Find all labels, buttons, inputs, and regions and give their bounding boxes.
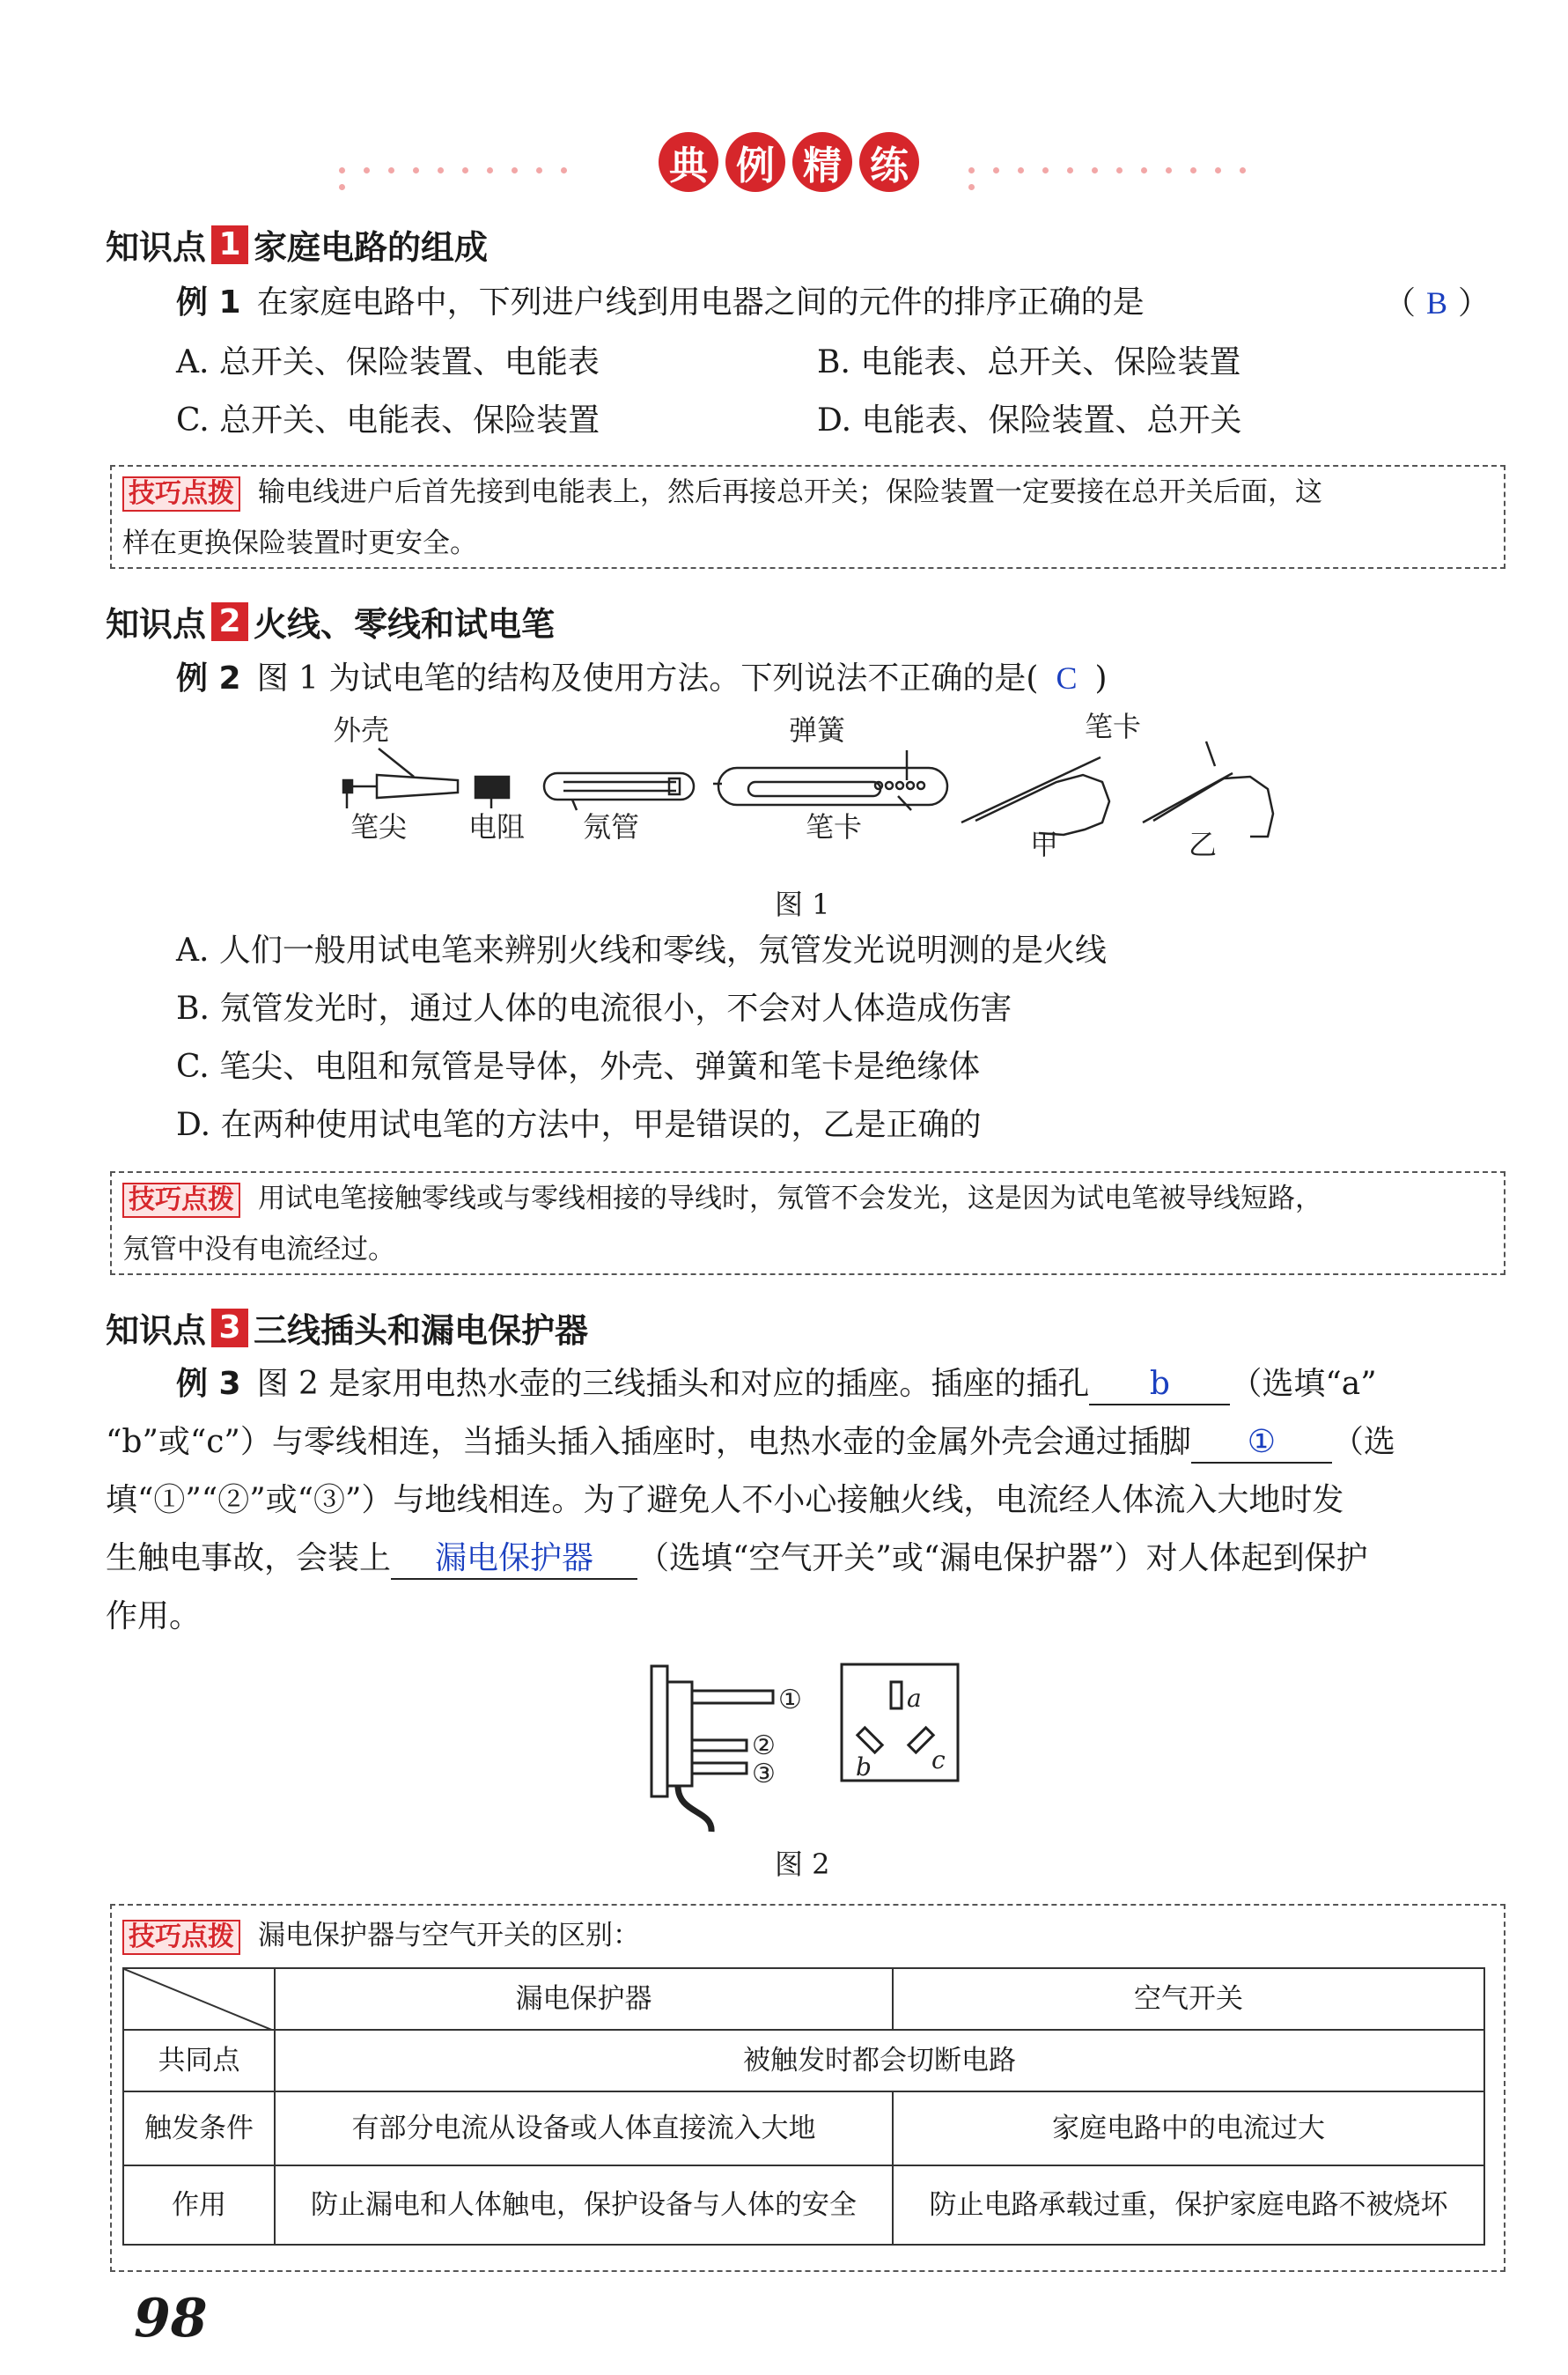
question-text: 在家庭电路中，下列进户线到用电器之间的元件的排序正确的是 [256,284,1145,321]
banner-dots-left [339,160,603,167]
tip-text: 用试电笔接触零线或与零线相接的导线时，氖管不会发光，这是因为试电笔被导线短路， [258,1183,1322,1214]
banner-char: 例 [725,132,785,192]
label-resistor: 电阻 [468,810,526,844]
option-c: C. 总开关、电能表、保险装置 [176,402,600,439]
example-3-line-1 [176,1365,1377,1405]
section-heading-3 [106,1303,588,1352]
tip-text: 输电线进户后首先接到电能表上，然后再接总开关；保险装置一定要接在总开关后面，这 [258,476,1322,508]
section-label: 知识点 [106,1311,207,1350]
example-label: 例 1 [176,284,241,321]
section-number: 3 [211,1309,248,1347]
question-text: （选 [1331,1424,1395,1460]
answer-text: B [1426,285,1448,321]
tip-box-3 [110,1904,1505,2272]
tip-box-1 [110,465,1505,569]
tip-text: 样在更换保险装置时更安全。 [122,527,477,559]
banner-dots-right [968,160,1285,167]
diagonal-line [124,1969,274,2031]
section-number: 2 [211,602,248,641]
label-jia: 甲 [1030,828,1059,861]
label-shell: 外壳 [335,713,390,747]
test-pen-diagram [335,704,1285,881]
question-text: 生触电事故，会装上 [106,1540,392,1576]
table-header-cell: 漏电保护器 [275,1968,893,2030]
banner-char: 练 [859,132,919,192]
option-c: C. 笔尖、电阻和氖管是导体，外壳、弹簧和笔卡是绝缘体 [176,1049,981,1085]
answer-blank-3: 漏电保护器 [391,1539,637,1580]
section-heading-2 [106,597,555,645]
question-text: “b”或“c”）与零线相连，当插头插入插座时，电热水壶的金属外壳会通过插脚 [106,1424,1191,1460]
section-label: 知识点 [106,605,207,644]
example-3-line-5: 作用。 [106,1598,202,1634]
label-clip: 笔卡 [806,810,863,844]
banner-char: 典 [659,132,718,192]
tip-text: 氖管中没有电流经过。 [122,1234,395,1265]
example-1-answer-paren [1384,284,1490,323]
label-clip-2: 笔卡 [1085,710,1142,743]
table-row-label: 作用 [123,2165,275,2245]
section-heading-1 [106,220,488,269]
pin-1-label: ① [778,1685,802,1715]
label-spring: 弹簧 [789,713,846,747]
table-corner-cell [123,1968,275,2030]
tip-box-2 [110,1171,1505,1275]
pin-2-label: ② [752,1730,776,1761]
option-a: A. 总开关、保险装置、电能表 [176,344,600,380]
table-cell: 家庭电路中的电流过大 [893,2091,1484,2165]
tip-text: 漏电保护器与空气开关的区别： [258,1920,640,1951]
hole-c-label: c [931,1745,946,1774]
tip-tag: 技巧点拨 [122,1920,240,1955]
example-label: 例 2 [176,660,241,697]
question-text: 图 2 是家用电热水壶的三线插头和对应的插座。插座的插孔 [256,1366,1090,1402]
question-text: （选填“a” [1230,1366,1377,1402]
paren-close: ) [1094,660,1108,697]
option-b: B. 电能表、总开关、保险装置 [817,344,1241,380]
answer-blank-1: b [1089,1365,1230,1405]
figure-1-caption: 图 1 [775,888,830,921]
example-label: 例 3 [176,1366,241,1402]
question-text: （选填“空气开关”或“漏电保护器”）对人体起到保护 [637,1540,1368,1576]
paren-open: （ [1384,285,1417,321]
section-number: 1 [211,225,248,264]
banner-title [659,132,919,192]
table-row [123,2091,1484,2165]
section-title: 三线插头和漏电保护器 [254,1311,589,1350]
figure-1-test-pen [335,704,1285,881]
question-text: 图 1 为试电笔的结构及使用方法。下列说法不正确的是( [256,660,1039,697]
label-tip: 笔尖 [350,810,408,844]
option-b: B. 氖管发光时，通过人体的电流很小，不会对人体造成伤害 [176,991,1012,1027]
answer-blank-2: ① [1191,1423,1332,1464]
example-3-line-3: 填“①”“②”或“③”）与地线相连。为了避免人不小心接触火线，电流经人体流入大地时发 [106,1482,1344,1518]
table-cell: 防止电路承载过重，保护家庭电路不被烧坏 [893,2165,1484,2245]
tip-tag: 技巧点拨 [122,1183,240,1218]
tip-line [122,467,1493,518]
comparison-table [122,1967,1485,2246]
banner-char: 精 [792,132,852,192]
section-title: 家庭电路的组成 [254,228,489,267]
table-cell: 有部分电流从设备或人体直接流入大地 [275,2091,893,2165]
label-yi: 乙 [1189,828,1218,861]
tip-tag: 技巧点拨 [122,476,240,512]
answer-text: C [1056,660,1078,696]
example-3-line-2 [106,1423,1395,1464]
paren-close: ） [1458,285,1491,321]
hole-b-label: b [856,1752,872,1781]
table-cell: 被触发时都会切断电路 [275,2030,1484,2091]
section-banner [0,123,1568,203]
option-a: A. 人们一般用试电笔来辨别火线和零线，氖管发光说明测的是火线 [176,933,1107,969]
option-d: D. 电能表、保险装置、总开关 [817,402,1242,439]
section-label: 知识点 [106,228,207,267]
example-3-line-4 [106,1539,1368,1580]
example-2-question [176,659,1108,698]
table-row-label: 触发条件 [123,2091,275,2165]
table-cell: 防止漏电和人体触电，保护设备与人体的安全 [275,2165,893,2245]
table-row [123,2165,1484,2245]
figure-2-caption: 图 2 [775,1848,830,1881]
figure-2-plug-socket [634,1656,968,1849]
tip-line [122,1173,1493,1224]
tip-line [122,1913,1493,1958]
pin-3-label: ③ [752,1759,776,1789]
section-title: 火线、零线和试电笔 [254,605,556,644]
table-row-label: 共同点 [123,2030,275,2091]
table-header-row [123,1968,1484,2030]
example-1-question [176,284,1145,322]
hole-a-label: a [907,1684,922,1713]
table-header-cell: 空气开关 [893,1968,1484,2030]
table-row [123,2030,1484,2091]
label-neon-tube: 氖管 [583,810,640,844]
option-d: D. 在两种使用试电笔的方法中，甲是错误的，乙是正确的 [176,1107,982,1143]
page-number: 98 [134,2288,208,2349]
plug-socket-diagram [634,1656,968,1849]
